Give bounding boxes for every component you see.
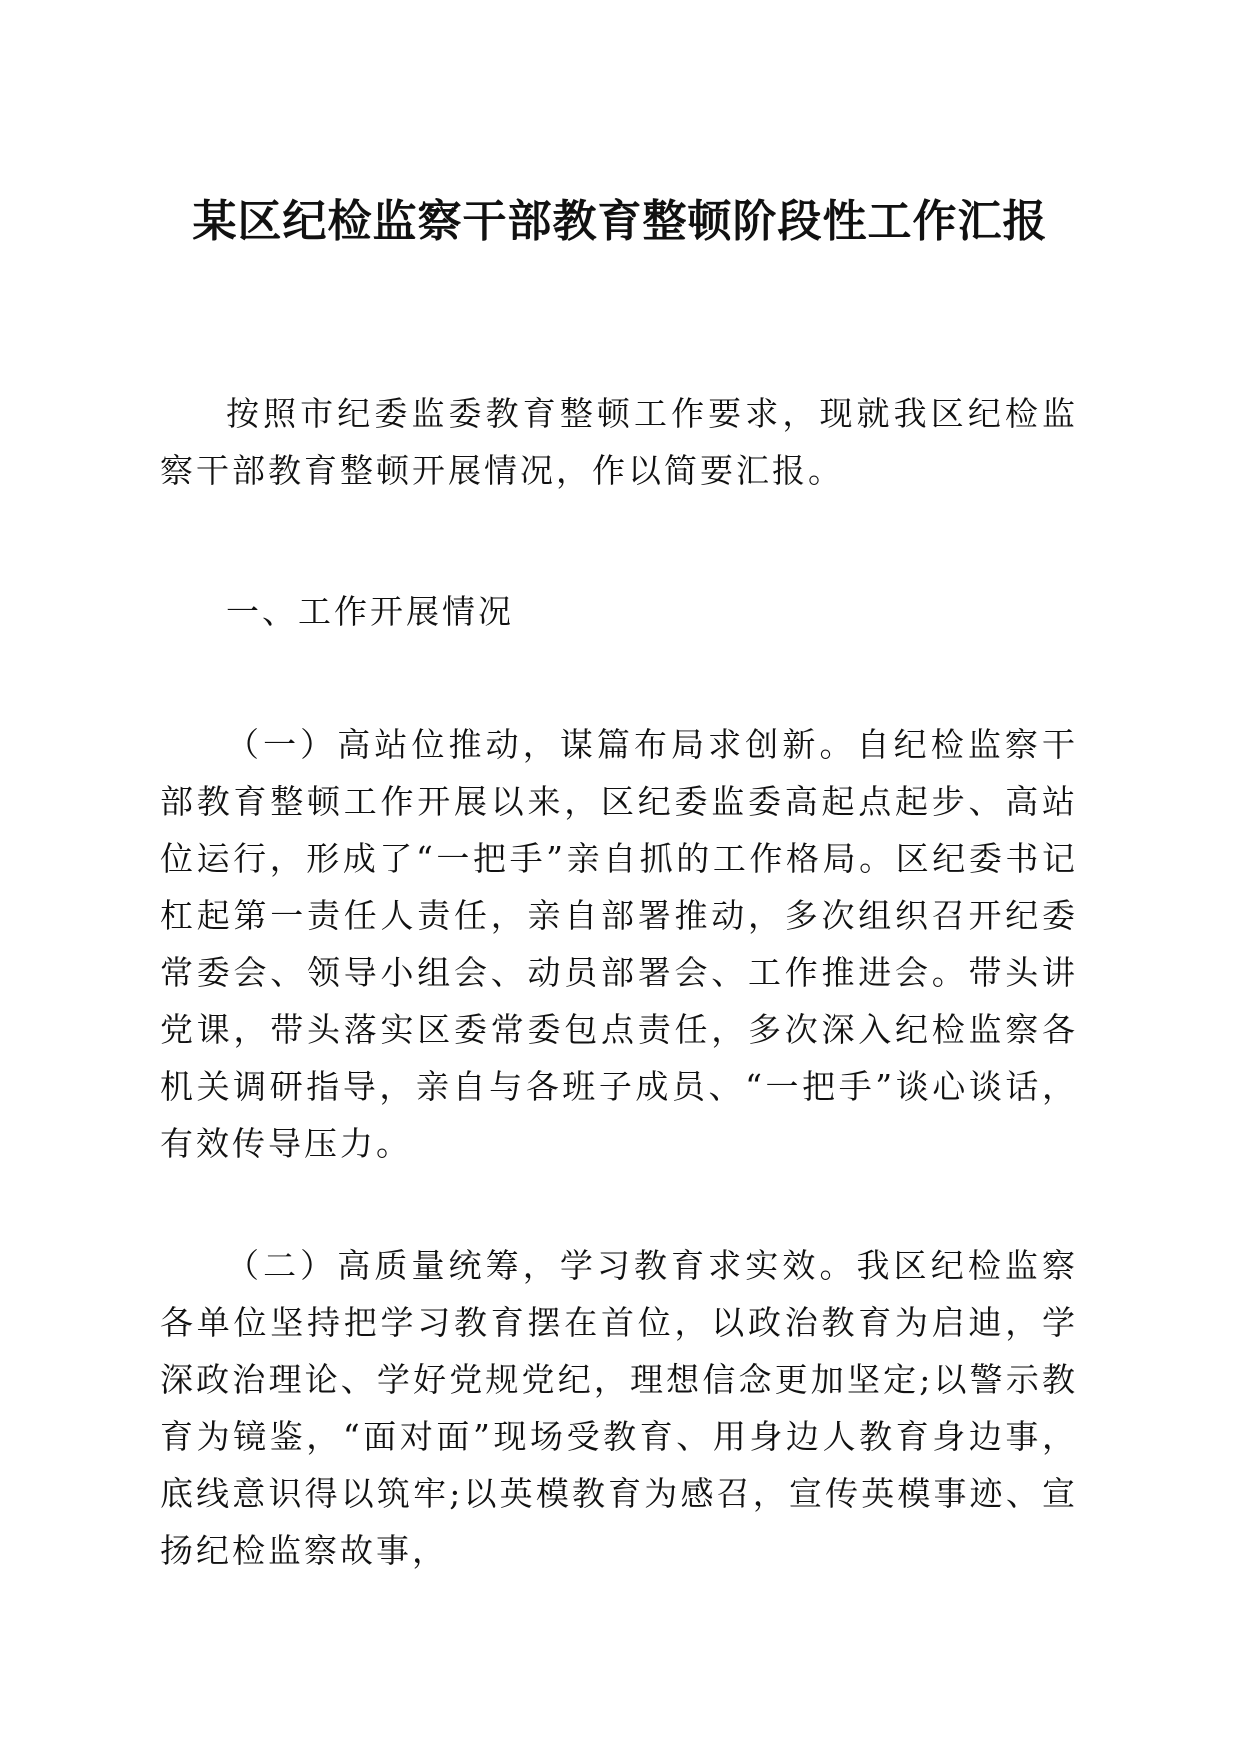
- document-title: 某区纪检监察干部教育整顿阶段性工作汇报: [192, 196, 1048, 247]
- intro-paragraph: 按照市纪委监委教育整顿工作要求，现就我区纪检监察干部教育整顿开展情况，作以简要汇报。: [160, 394, 1078, 490]
- section-heading-1: 一、工作开展情况: [226, 592, 514, 631]
- section-2-paragraph: （二）高质量统筹，学习教育求实效。我区纪检监察各单位坚持把学习教育摆在首位，以政治教育为启迪，学深政治理论、学好党规党纪，理想信念更加坚定;以警示教育为镜鉴，“面对面”现场受教育、用身边人教育身边事，底线意识得以筑牢;以英模教育为感召，宣传英模事迹、宣扬纪检监察故事，: [160, 1246, 1078, 1570]
- section-1-paragraph: （一）高站位推动，谋篇布局求创新。自纪检监察干部教育整顿工作开展以来，区纪委监委高起点起步、高站位运行，形成了“一把手”亲自抓的工作格局。区纪委书记杠起第一责任人责任，亲自部署推动，多次组织召开纪委常委会、领导小组会、动员部署会、工作推进会。带头讲党课，带头落实区委常委包点责任，多次深入纪检监察各机关调研指导，亲自与各班子成员、“一把手”谈心谈话，有效传导压力。: [160, 725, 1078, 1163]
